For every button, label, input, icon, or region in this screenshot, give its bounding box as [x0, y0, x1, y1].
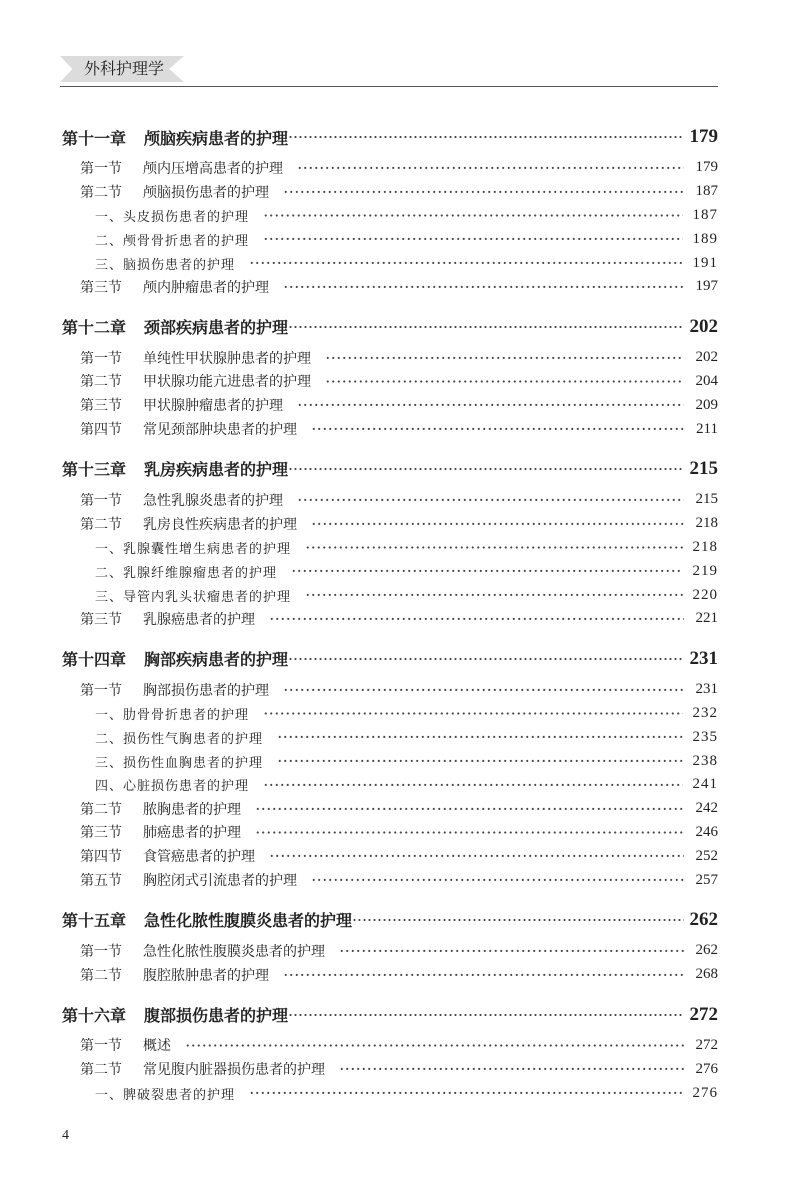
subsection-title: 一、乳腺囊性增生病患者的护理 — [95, 541, 292, 557]
section-number: 第一节 — [80, 682, 122, 699]
section-number: 第二节 — [80, 184, 122, 201]
dot-leader — [283, 678, 684, 702]
section-number: 第一节 — [80, 492, 122, 509]
section-number: 第三节 — [80, 398, 122, 415]
entry-page: 276 — [695, 1060, 718, 1077]
entry-page: 211 — [696, 420, 718, 437]
entry-page: 187 — [692, 206, 718, 223]
toc-subsection-entry[interactable] — [62, 204, 718, 228]
dot-leader — [249, 251, 682, 275]
dot-leader — [288, 1003, 683, 1027]
section-title: 乳房良性疾病患者的护理 — [143, 516, 297, 533]
subsection-title: 三、脑损伤患者的护理 — [95, 257, 236, 273]
toc-subsection-entry[interactable] — [62, 251, 718, 275]
chapter-title: 胸部疾病患者的护理 — [144, 650, 289, 670]
toc-subsection-entry[interactable] — [62, 583, 718, 607]
entry-page: 231 — [695, 681, 718, 698]
toc-subsection-entry[interactable] — [62, 702, 718, 726]
subsection-title: 一、头皮损伤患者的护理 — [95, 209, 250, 225]
entry-page: 189 — [692, 230, 718, 247]
section-title: 颅内肿瘤患者的护理 — [143, 279, 269, 296]
toc-section-entry[interactable] — [62, 180, 718, 204]
dot-leader — [325, 346, 684, 370]
section-title: 脓胸患者的护理 — [143, 801, 241, 818]
dot-leader — [339, 939, 684, 963]
chapter-title: 颈部疾病患者的护理 — [144, 318, 289, 338]
dot-leader — [297, 488, 684, 512]
table-of-contents — [62, 125, 718, 1105]
entry-page: 197 — [695, 278, 718, 295]
toc-section-entry[interactable] — [62, 963, 718, 987]
entry-page: 220 — [692, 586, 718, 603]
toc-subsection-entry[interactable] — [62, 536, 718, 560]
section-title: 概述 — [143, 1038, 171, 1055]
section-title: 腹腔脓肿患者的护理 — [143, 967, 269, 984]
dot-leader — [263, 227, 682, 251]
entry-page: 268 — [695, 966, 718, 983]
entry-page: 202 — [695, 349, 718, 366]
toc-section-entry[interactable] — [62, 1057, 718, 1081]
section-number: 第三节 — [80, 825, 122, 842]
dot-leader — [269, 844, 684, 868]
section-title: 颅内压增高患者的护理 — [143, 160, 283, 177]
chapter-number: 第十四章 — [62, 650, 127, 670]
toc-section-entry[interactable] — [62, 844, 718, 868]
toc-section-entry[interactable] — [62, 346, 718, 370]
toc-section-entry[interactable] — [62, 821, 718, 845]
header-rule — [60, 86, 718, 87]
toc-chapter-entry[interactable] — [62, 647, 718, 671]
dot-leader — [283, 275, 684, 299]
section-number: 第四节 — [80, 422, 122, 439]
dot-leader — [352, 908, 683, 932]
dot-leader — [283, 963, 684, 987]
dot-leader — [277, 725, 682, 749]
toc-section-entry[interactable] — [62, 607, 718, 631]
entry-page: 218 — [692, 538, 718, 555]
dot-leader — [288, 125, 683, 149]
section-title: 常见颈部肿块患者的护理 — [143, 422, 297, 439]
entry-page: 252 — [695, 847, 718, 864]
section-number: 第一节 — [80, 160, 122, 177]
section-title: 急性化脓性腹膜炎患者的护理 — [143, 943, 325, 960]
entry-page: 191 — [692, 254, 718, 271]
chapter-page: 179 — [689, 126, 718, 147]
toc-section-entry[interactable] — [62, 417, 718, 441]
running-header-title: 外科护理学 — [84, 59, 165, 78]
section-number: 第五节 — [80, 873, 122, 890]
section-number: 第二节 — [80, 1062, 122, 1079]
toc-section-entry[interactable] — [62, 488, 718, 512]
dot-leader — [277, 749, 682, 773]
toc-section-entry[interactable] — [62, 393, 718, 417]
dot-leader — [311, 512, 684, 536]
dot-leader — [185, 1034, 684, 1058]
dot-leader — [339, 1057, 684, 1081]
section-number: 第二节 — [80, 967, 122, 984]
dot-leader — [283, 180, 684, 204]
chapter-title: 急性化脓性腹膜炎患者的护理 — [144, 911, 353, 931]
section-title: 肺癌患者的护理 — [143, 825, 241, 842]
section-number: 第一节 — [80, 350, 122, 367]
chapter-page: 231 — [689, 647, 718, 669]
entry-page: 242 — [695, 800, 718, 817]
entry-page: 209 — [695, 396, 718, 413]
subsection-title: 四、心脏损伤患者的护理 — [95, 779, 250, 795]
chapter-page: 272 — [689, 1003, 718, 1025]
chapter-number: 第十五章 — [62, 911, 127, 931]
toc-section-entry[interactable] — [62, 678, 718, 702]
chapter-title: 乳房疾病患者的护理 — [144, 460, 289, 480]
dot-leader — [255, 797, 684, 821]
dot-leader — [297, 156, 684, 180]
toc-chapter-entry[interactable] — [62, 908, 718, 932]
toc-section-entry[interactable] — [62, 370, 718, 394]
entry-page: 257 — [695, 871, 718, 888]
section-title: 颅脑损伤患者的护理 — [143, 184, 269, 201]
entry-page: 241 — [692, 776, 718, 793]
dot-leader — [305, 583, 682, 607]
section-number: 第三节 — [80, 611, 122, 628]
toc-section-entry[interactable] — [62, 797, 718, 821]
toc-subsection-entry[interactable] — [62, 559, 718, 583]
chapter-number: 第十二章 — [62, 318, 127, 338]
chapter-number: 第十一章 — [62, 128, 127, 148]
toc-section-entry[interactable] — [62, 1034, 718, 1058]
subsection-title: 三、导管内乳头状瘤患者的护理 — [95, 589, 292, 605]
chapter-number: 第十三章 — [62, 460, 127, 480]
toc-section-entry[interactable] — [62, 275, 718, 299]
toc-chapter-entry[interactable] — [62, 1003, 718, 1027]
entry-page: 219 — [692, 562, 718, 579]
toc-chapter-entry[interactable] — [62, 125, 718, 149]
dot-leader — [311, 417, 684, 441]
section-number: 第二节 — [80, 374, 122, 391]
toc-section-entry[interactable] — [62, 512, 718, 536]
entry-page: 235 — [692, 728, 718, 745]
section-title: 急性乳腺炎患者的护理 — [143, 492, 283, 509]
toc-section-entry[interactable] — [62, 939, 718, 963]
entry-page: 204 — [695, 372, 718, 389]
section-title: 单纯性甲状腺肿患者的护理 — [143, 350, 311, 367]
section-number: 第四节 — [80, 849, 122, 866]
section-title: 胸部损伤患者的护理 — [143, 682, 269, 699]
section-number: 第二节 — [80, 801, 122, 818]
subsection-title: 一、肋骨骨折患者的护理 — [95, 707, 250, 723]
section-number: 第二节 — [80, 516, 122, 533]
dot-leader — [325, 370, 684, 394]
dot-leader — [263, 204, 682, 228]
toc-subsection-entry[interactable] — [62, 725, 718, 749]
chapter-title: 颅脑疾病患者的护理 — [144, 128, 289, 148]
section-title: 乳腺癌患者的护理 — [143, 611, 255, 628]
section-number: 第一节 — [80, 1038, 122, 1055]
entry-page: 262 — [695, 942, 718, 959]
toc-chapter-entry[interactable] — [62, 315, 718, 339]
toc-section-entry[interactable] — [62, 156, 718, 180]
subsection-title: 二、颅骨骨折患者的护理 — [95, 233, 250, 249]
entry-page: 238 — [692, 752, 718, 769]
entry-page: 215 — [695, 491, 718, 508]
subsection-title: 三、损伤性血胸患者的护理 — [95, 755, 264, 771]
chapter-number: 第十六章 — [62, 1006, 127, 1026]
dot-leader — [263, 773, 682, 797]
dot-leader — [288, 647, 683, 671]
section-title: 食管癌患者的护理 — [143, 849, 255, 866]
dot-leader — [255, 821, 684, 845]
toc-section-entry[interactable] — [62, 868, 718, 892]
entry-page: 272 — [695, 1036, 718, 1053]
page-number: 4 — [62, 1128, 69, 1143]
dot-leader — [288, 457, 683, 481]
entry-page: 246 — [695, 823, 718, 840]
entry-page: 221 — [695, 610, 718, 627]
section-number: 第一节 — [80, 943, 122, 960]
section-title: 胸腔闭式引流患者的护理 — [143, 873, 297, 890]
dot-leader — [305, 536, 682, 560]
section-number: 第三节 — [80, 279, 122, 296]
toc-chapter-entry[interactable] — [62, 457, 718, 481]
chapter-page: 202 — [689, 315, 718, 337]
section-title: 甲状腺功能亢进患者的护理 — [143, 374, 311, 391]
dot-leader — [269, 607, 684, 631]
dot-leader — [291, 559, 682, 583]
subsection-title: 一、脾破裂患者的护理 — [95, 1087, 236, 1103]
entry-page: 218 — [695, 515, 718, 532]
subsection-title: 二、损伤性气胸患者的护理 — [95, 731, 264, 747]
toc-subsection-entry[interactable] — [62, 227, 718, 251]
entry-page: 179 — [695, 159, 718, 176]
dot-leader — [288, 315, 683, 339]
section-title: 甲状腺肿瘤患者的护理 — [143, 398, 283, 415]
toc-subsection-entry[interactable] — [62, 749, 718, 773]
subsection-title: 二、乳腺纤维腺瘤患者的护理 — [95, 565, 278, 581]
toc-subsection-entry[interactable] — [62, 1081, 718, 1105]
entry-page: 276 — [692, 1084, 718, 1101]
chapter-title: 腹部损伤患者的护理 — [144, 1006, 289, 1026]
dot-leader — [249, 1081, 682, 1105]
toc-subsection-entry[interactable] — [62, 773, 718, 797]
entry-page: 232 — [692, 704, 718, 721]
section-title: 常见腹内脏器损伤患者的护理 — [143, 1062, 325, 1079]
chapter-page: 215 — [689, 457, 718, 479]
dot-leader — [297, 393, 684, 417]
dot-leader — [263, 702, 682, 726]
entry-page: 187 — [695, 183, 718, 200]
dot-leader — [311, 868, 684, 892]
chapter-page: 262 — [689, 908, 718, 930]
